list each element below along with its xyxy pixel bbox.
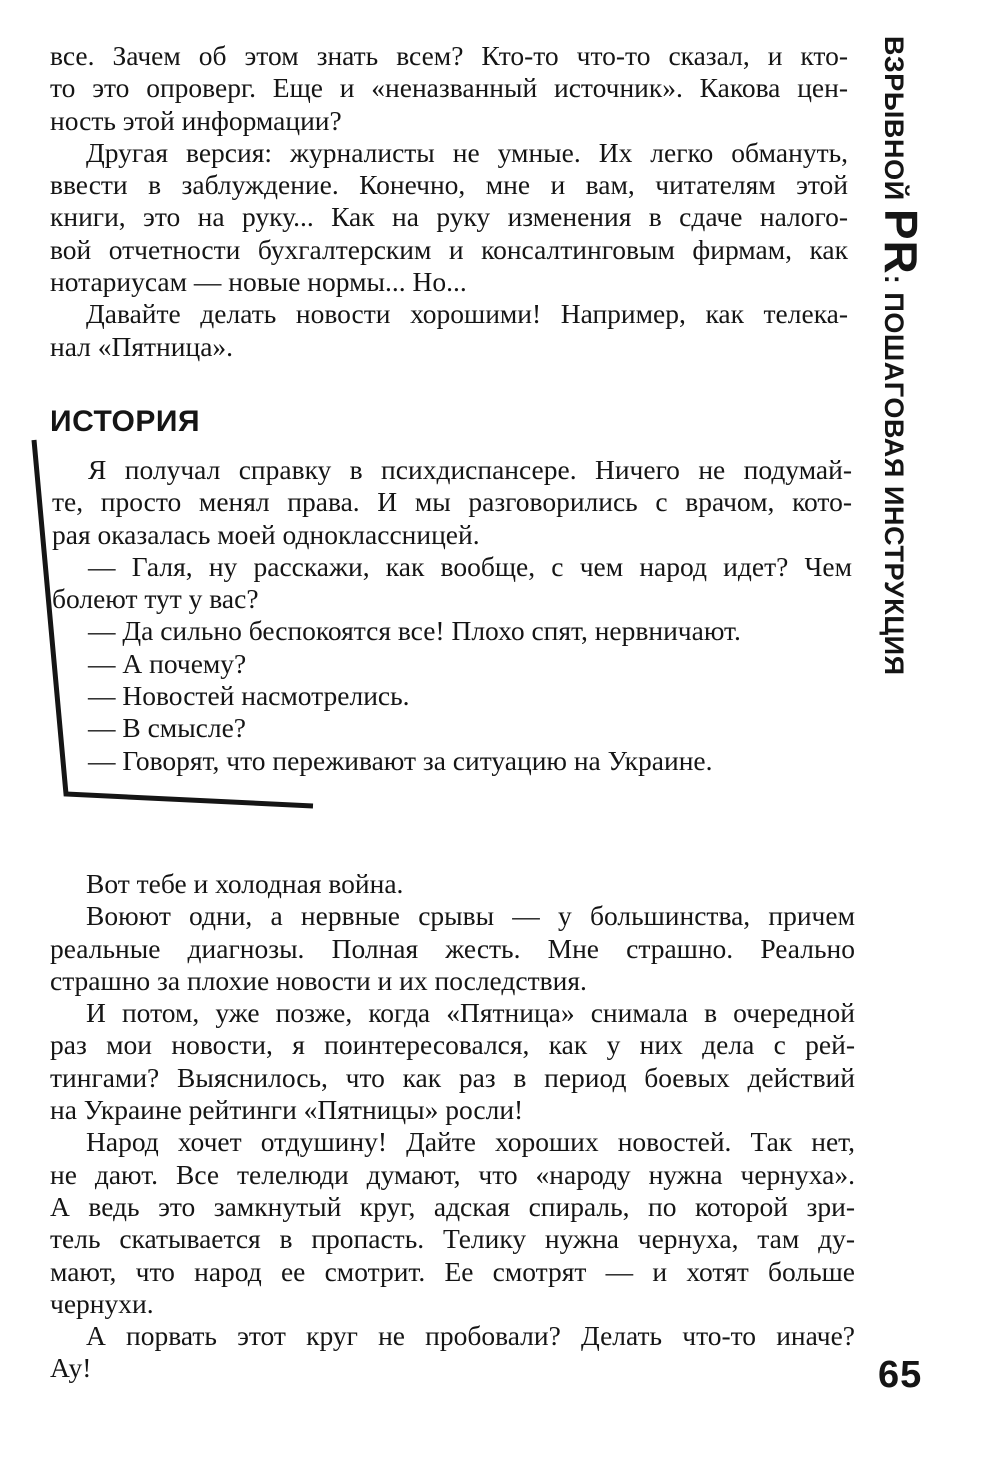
running-head-part1: ВЗРЫВНОЙ bbox=[879, 36, 909, 209]
text-line: тель скатывается в пропасть. Телику нужна чернуха, там ду- bbox=[50, 1223, 855, 1255]
text-line: раз мои новости, я поинтересовался, как у них дела с рей- bbox=[50, 1029, 855, 1061]
text-line: не дают. Все телелюди думают, что «народу нужна чернуха». bbox=[50, 1158, 855, 1190]
text-line: — Да сильно беспокоятся все! Плохо спят, нервничают. bbox=[88, 615, 741, 647]
text-line: на Украине рейтинги «Пятницы» росли! bbox=[50, 1094, 524, 1126]
text-line: — В смысле? bbox=[88, 712, 247, 744]
bottom-text-block bbox=[50, 868, 855, 1385]
text-line: реальные диагнозы. Полная жесть. Мне страшно. Реально bbox=[50, 932, 855, 964]
text-line: чернухи. bbox=[50, 1287, 154, 1319]
text-line: болеют тут у вас? bbox=[52, 583, 259, 615]
text-line: Ау! bbox=[50, 1352, 92, 1384]
text-line: Другая версия: журналисты не умные. Их легко обмануть, bbox=[86, 136, 848, 168]
text-line: нал «Пятница». bbox=[50, 330, 234, 362]
text-line: Вот тебе и холодная война. bbox=[86, 868, 404, 899]
text-line: рая оказалась моей одноклассницей. bbox=[52, 518, 480, 550]
text-line: ность этой информации? bbox=[50, 104, 342, 136]
text-line: Народ хочет отдушину! Дайте хороших новостей. Так нет, bbox=[86, 1126, 855, 1158]
page-number: 65 bbox=[878, 1354, 923, 1396]
running-head-part3: : ПОШАГОВАЯ ИНСТРУКЦИЯ bbox=[879, 274, 909, 676]
text-line: Воюют одни, а нервные срывы — у большинства, причем bbox=[86, 900, 855, 932]
text-line: ввести в заблуждение. Конечно, мне и вам, читателям этой bbox=[50, 169, 848, 201]
text-line: все. Зачем об этом знать всем? Кто-то что-то сказал, и кто- bbox=[50, 40, 848, 71]
top-text-block bbox=[50, 40, 848, 363]
text-line: книги, это на руку... Как на руку изменения в сдаче налого- bbox=[50, 201, 848, 233]
text-line: И потом, уже позже, когда «Пятница» снимала в очередной bbox=[86, 997, 855, 1029]
text-line: то это опроверг. Еще и «неназванный источник». Какова цен- bbox=[50, 72, 848, 104]
text-line: — Галя, ну расскажи, как вообще, с чем народ идет? Чем bbox=[88, 550, 852, 582]
text-line: нотариусам — новые нормы... Но... bbox=[50, 266, 467, 298]
text-line: Я получал справку в психдиспансере. Ничего не подумай- bbox=[88, 454, 852, 485]
text-line: А ведь это замкнутый круг, адская спираль, по которой зри- bbox=[50, 1190, 855, 1222]
text-line: — Говорят, что переживают за ситуацию на Украине. bbox=[88, 744, 713, 776]
running-head-vertical bbox=[870, 36, 930, 736]
running-head-pr: PR bbox=[875, 208, 927, 275]
text-line: вой отчетности бухгалтерским и консалтинговым фирмам, как bbox=[50, 233, 848, 265]
text-line: Давайте делать новости хорошими! Например, как телека- bbox=[86, 298, 848, 330]
text-line: А порвать этот круг не пробовали? Делать что-то иначе? bbox=[86, 1320, 855, 1352]
text-line: — А почему? bbox=[88, 647, 247, 679]
text-line: — Новостей насмотрелись. bbox=[88, 680, 410, 712]
story-heading: ИСТОРИЯ bbox=[50, 405, 201, 438]
text-line: мают, что народ ее смотрит. Ее смотрят — и хотят больше bbox=[50, 1255, 855, 1287]
text-line: страшно за плохие новости и их последствия. bbox=[50, 964, 587, 996]
text-line: тингами? Выяснилось, что как раз в период боевых действий bbox=[50, 1061, 855, 1093]
story-text-block bbox=[52, 454, 852, 777]
text-line: те, просто менял права. И мы разговорились с врачом, кото- bbox=[52, 486, 852, 518]
